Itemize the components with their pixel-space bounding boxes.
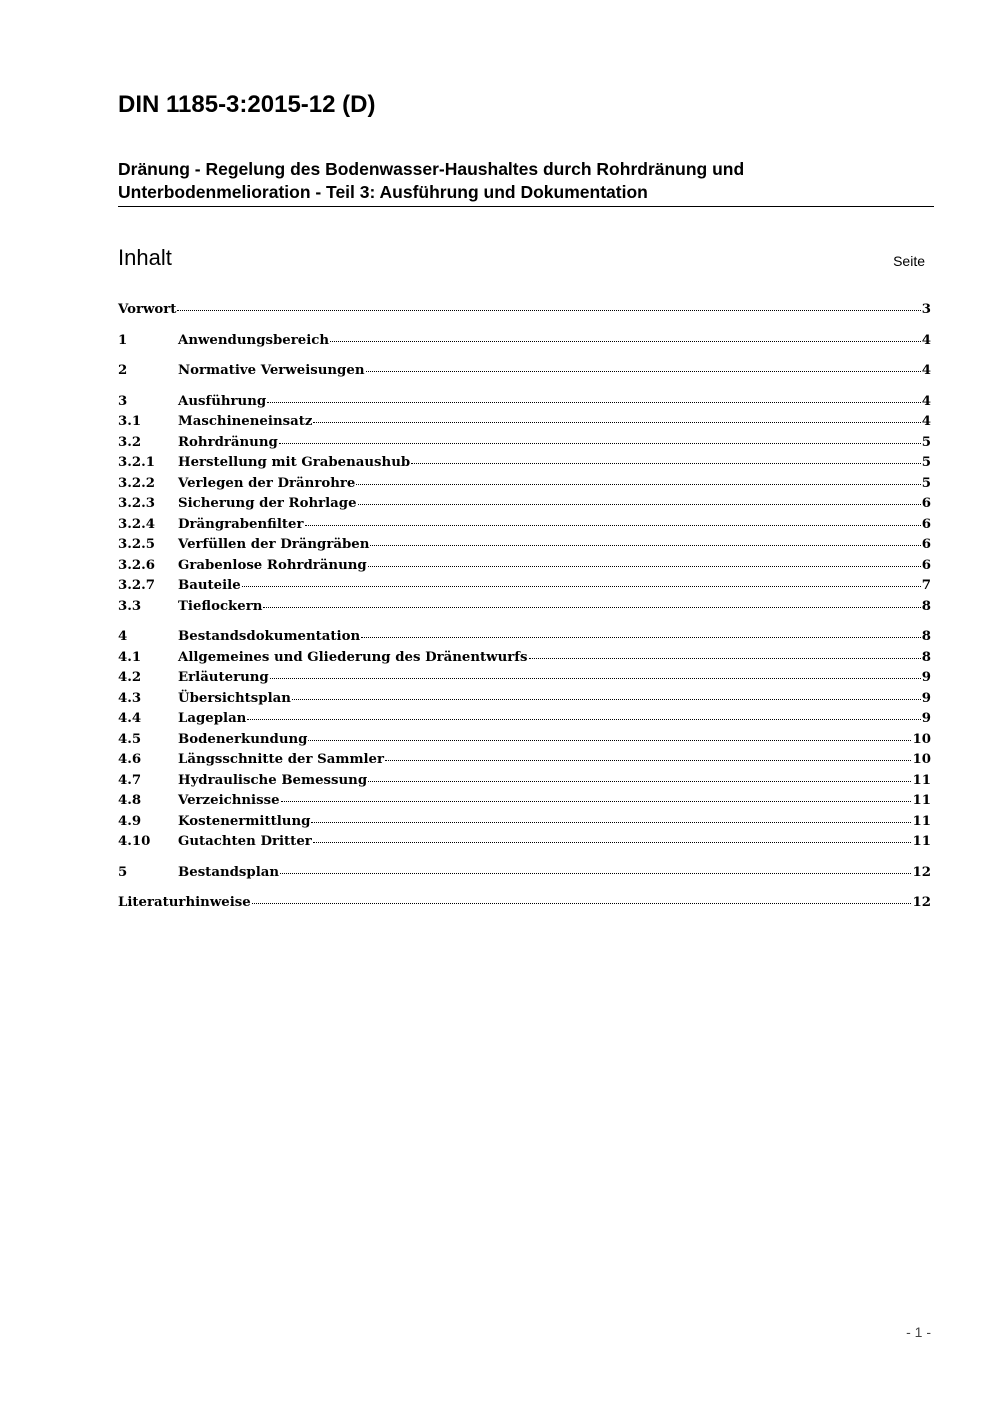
toc-entry-title: Bestandsdokumentation xyxy=(178,629,361,644)
toc-entry-page: 4 xyxy=(921,363,931,378)
toc-entry-title: Erläuterung xyxy=(178,670,269,685)
toc-entry[interactable] xyxy=(118,814,931,835)
toc-entry[interactable] xyxy=(118,752,931,773)
toc-entry-title: Verfüllen der Drängräben xyxy=(178,537,370,552)
toc-entry-page: 6 xyxy=(921,537,931,552)
toc-entry[interactable] xyxy=(118,435,931,456)
toc-entry-number: 4.5 xyxy=(118,731,142,747)
toc-dot-leader xyxy=(313,418,920,423)
toc-entry-title: Rohrdränung xyxy=(178,434,278,450)
toc-entry-number: 1 xyxy=(118,332,128,348)
toc-entry-number: 2 xyxy=(118,363,128,378)
toc-entry[interactable] xyxy=(118,558,931,579)
toc-entry-page: 10 xyxy=(912,731,931,747)
toc-entry-number: 4.8 xyxy=(118,793,142,808)
toc-entry-number: 4.7 xyxy=(118,772,142,788)
toc-dot-leader xyxy=(330,337,921,342)
toc-dot-leader xyxy=(270,674,921,679)
toc-dot-leader xyxy=(252,899,912,904)
toc-entry-title: Anwendungsbereich xyxy=(178,332,330,348)
toc-entry-number: 4.9 xyxy=(118,813,142,829)
toc-entry-number: 3.2.2 xyxy=(118,475,156,491)
toc-dot-leader xyxy=(308,736,911,741)
toc-entry[interactable] xyxy=(118,414,931,435)
toc-entry-title: Allgemeines und Gliederung des Dränentwurfs xyxy=(178,649,528,665)
toc-entry[interactable] xyxy=(118,302,931,323)
toc-entry-page: 9 xyxy=(921,711,931,726)
toc-entry[interactable] xyxy=(118,865,931,886)
toc-dot-leader xyxy=(263,603,920,608)
toc-entry[interactable] xyxy=(118,650,931,671)
toc-entry-title: Maschineneinsatz xyxy=(178,414,313,429)
toc-entry-page: 5 xyxy=(921,475,931,491)
table-of-contents xyxy=(118,302,931,916)
toc-entry-page: 11 xyxy=(912,813,931,829)
toc-entry-title: Herstellung mit Grabenaushub xyxy=(178,455,411,470)
toc-entry-number: 4.6 xyxy=(118,752,142,767)
toc-entry-number: 3.2.3 xyxy=(118,496,156,511)
toc-entry[interactable] xyxy=(118,599,931,620)
toc-entry-page: 4 xyxy=(921,393,931,409)
toc-entry-title: Drängrabenfilter xyxy=(178,516,304,532)
toc-dot-leader xyxy=(292,695,921,700)
toc-dot-leader xyxy=(281,797,912,802)
toc-entry-title: Grabenlose Rohrdränung xyxy=(178,557,367,573)
toc-dot-leader xyxy=(267,398,921,403)
toc-dot-leader xyxy=(305,521,921,526)
toc-entry[interactable] xyxy=(118,394,931,415)
page-number: - 1 - xyxy=(906,1324,931,1340)
toc-entry[interactable] xyxy=(118,578,931,599)
toc-entry-title: Normative Verweisungen xyxy=(178,363,365,378)
toc-dot-leader xyxy=(411,459,921,464)
toc-entry[interactable] xyxy=(118,333,931,354)
toc-entry-page: 11 xyxy=(912,793,931,808)
toc-entry-title: Lageplan xyxy=(178,711,247,726)
toc-dot-leader xyxy=(366,367,921,372)
toc-entry-title: Übersichtsplan xyxy=(178,690,291,706)
toc-entry-page: 12 xyxy=(912,895,931,910)
toc-page-column-label: Seite xyxy=(893,253,925,269)
toc-entry-number: 4.2 xyxy=(118,670,142,685)
toc-entry[interactable] xyxy=(118,455,931,476)
document-title: DIN 1185-3:2015-12 (D) xyxy=(118,91,376,118)
toc-entry-page: 5 xyxy=(921,455,931,470)
toc-entry-number: 3.2.1 xyxy=(118,455,156,470)
toc-entry[interactable] xyxy=(118,895,931,916)
toc-entry-title: Tieflockern xyxy=(178,598,263,614)
toc-entry-page: 4 xyxy=(921,332,931,348)
toc-entry[interactable] xyxy=(118,517,931,538)
document-subtitle xyxy=(118,158,934,207)
toc-entry-page: 8 xyxy=(921,649,931,665)
toc-entry-title: Literaturhinweise xyxy=(118,895,251,910)
toc-entry[interactable] xyxy=(118,363,931,384)
toc-entry-title: Bodenerkundung xyxy=(178,731,308,747)
toc-entry-title: Längsschnitte der Sammler xyxy=(178,752,385,767)
toc-entry-number: 4.1 xyxy=(118,649,142,665)
toc-dot-leader xyxy=(280,869,911,874)
toc-entry-number: 4.3 xyxy=(118,690,142,706)
toc-dot-leader xyxy=(311,818,911,823)
toc-entry[interactable] xyxy=(118,711,931,732)
toc-entry-title: Kostenermittlung xyxy=(178,813,311,829)
toc-entry-number: 4.4 xyxy=(118,711,142,726)
toc-entry-page: 6 xyxy=(921,496,931,511)
toc-entry-number: 3.2.5 xyxy=(118,537,156,552)
toc-entry-number: 3.1 xyxy=(118,414,142,429)
toc-entry-page: 10 xyxy=(912,752,931,767)
toc-dot-leader xyxy=(361,633,921,638)
toc-entry-page: 12 xyxy=(912,864,931,880)
toc-entry[interactable] xyxy=(118,537,931,558)
toc-entry-title: Bestandsplan xyxy=(178,864,280,880)
toc-entry-title: Bauteile xyxy=(178,578,241,593)
toc-entry[interactable] xyxy=(118,691,931,712)
toc-dot-leader xyxy=(279,439,921,444)
toc-dot-leader xyxy=(356,480,920,485)
toc-entry-title: Gutachten Dritter xyxy=(178,834,312,849)
toc-entry-number: 3.3 xyxy=(118,598,142,614)
toc-entry-page: 8 xyxy=(921,598,931,614)
toc-entry[interactable] xyxy=(118,476,931,497)
toc-entry-title: Ausführung xyxy=(178,393,267,409)
toc-entry-page: 4 xyxy=(921,414,931,429)
toc-dot-leader xyxy=(313,838,912,843)
toc-entry[interactable] xyxy=(118,496,931,517)
toc-entry-number: 3.2.7 xyxy=(118,578,156,593)
toc-heading: Inhalt xyxy=(118,245,172,270)
toc-entry-title: Verzeichnisse xyxy=(178,793,280,808)
toc-entry-number: 3.2 xyxy=(118,434,142,450)
toc-entry-title: Hydraulische Bemessung xyxy=(178,772,368,788)
toc-entry-title: Verlegen der Dränrohre xyxy=(178,475,356,491)
toc-entry-number: 3.2.6 xyxy=(118,557,156,573)
toc-dot-leader xyxy=(385,756,911,761)
toc-entry-number: 5 xyxy=(118,864,128,880)
toc-dot-leader xyxy=(368,562,921,567)
toc-entry[interactable] xyxy=(118,629,931,650)
toc-dot-leader xyxy=(242,582,921,587)
toc-entry-number: 4.10 xyxy=(118,834,151,849)
toc-entry[interactable] xyxy=(118,793,931,814)
toc-entry[interactable] xyxy=(118,834,931,855)
toc-entry-page: 9 xyxy=(921,670,931,685)
toc-dot-leader xyxy=(529,654,921,659)
toc-entry[interactable] xyxy=(118,773,931,794)
toc-entry-page: 3 xyxy=(921,302,931,317)
toc-entry-page: 6 xyxy=(921,557,931,573)
toc-entry[interactable] xyxy=(118,732,931,753)
toc-entry-title: Sicherung der Rohrlage xyxy=(178,496,357,511)
toc-dot-leader xyxy=(247,715,920,720)
toc-entry-page: 8 xyxy=(921,629,931,644)
toc-entry-page: 11 xyxy=(912,834,931,849)
toc-dot-leader xyxy=(368,777,911,782)
toc-entry-number: 3 xyxy=(118,393,128,409)
toc-entry-page: 11 xyxy=(912,772,931,788)
subtitle-line-2: Unterbodenmelioration - Teil 3: Ausführung und Dokumentation xyxy=(118,182,648,202)
toc-entry-number: 3.2.4 xyxy=(118,516,156,532)
toc-entry-page: 9 xyxy=(921,690,931,706)
toc-dot-leader xyxy=(358,500,921,505)
subtitle-line-1: Dränung - Regelung des Bodenwasser-Haushaltes durch Rohrdränung und xyxy=(118,159,745,179)
toc-entry-page: 7 xyxy=(921,578,931,593)
toc-entry-page: 6 xyxy=(921,516,931,532)
toc-entry-page: 5 xyxy=(921,434,931,450)
toc-entry[interactable] xyxy=(118,670,931,691)
toc-entry-title: Vorwort xyxy=(118,302,177,317)
toc-dot-leader xyxy=(370,541,920,546)
toc-dot-leader xyxy=(177,306,920,311)
toc-entry-number: 4 xyxy=(118,629,128,644)
